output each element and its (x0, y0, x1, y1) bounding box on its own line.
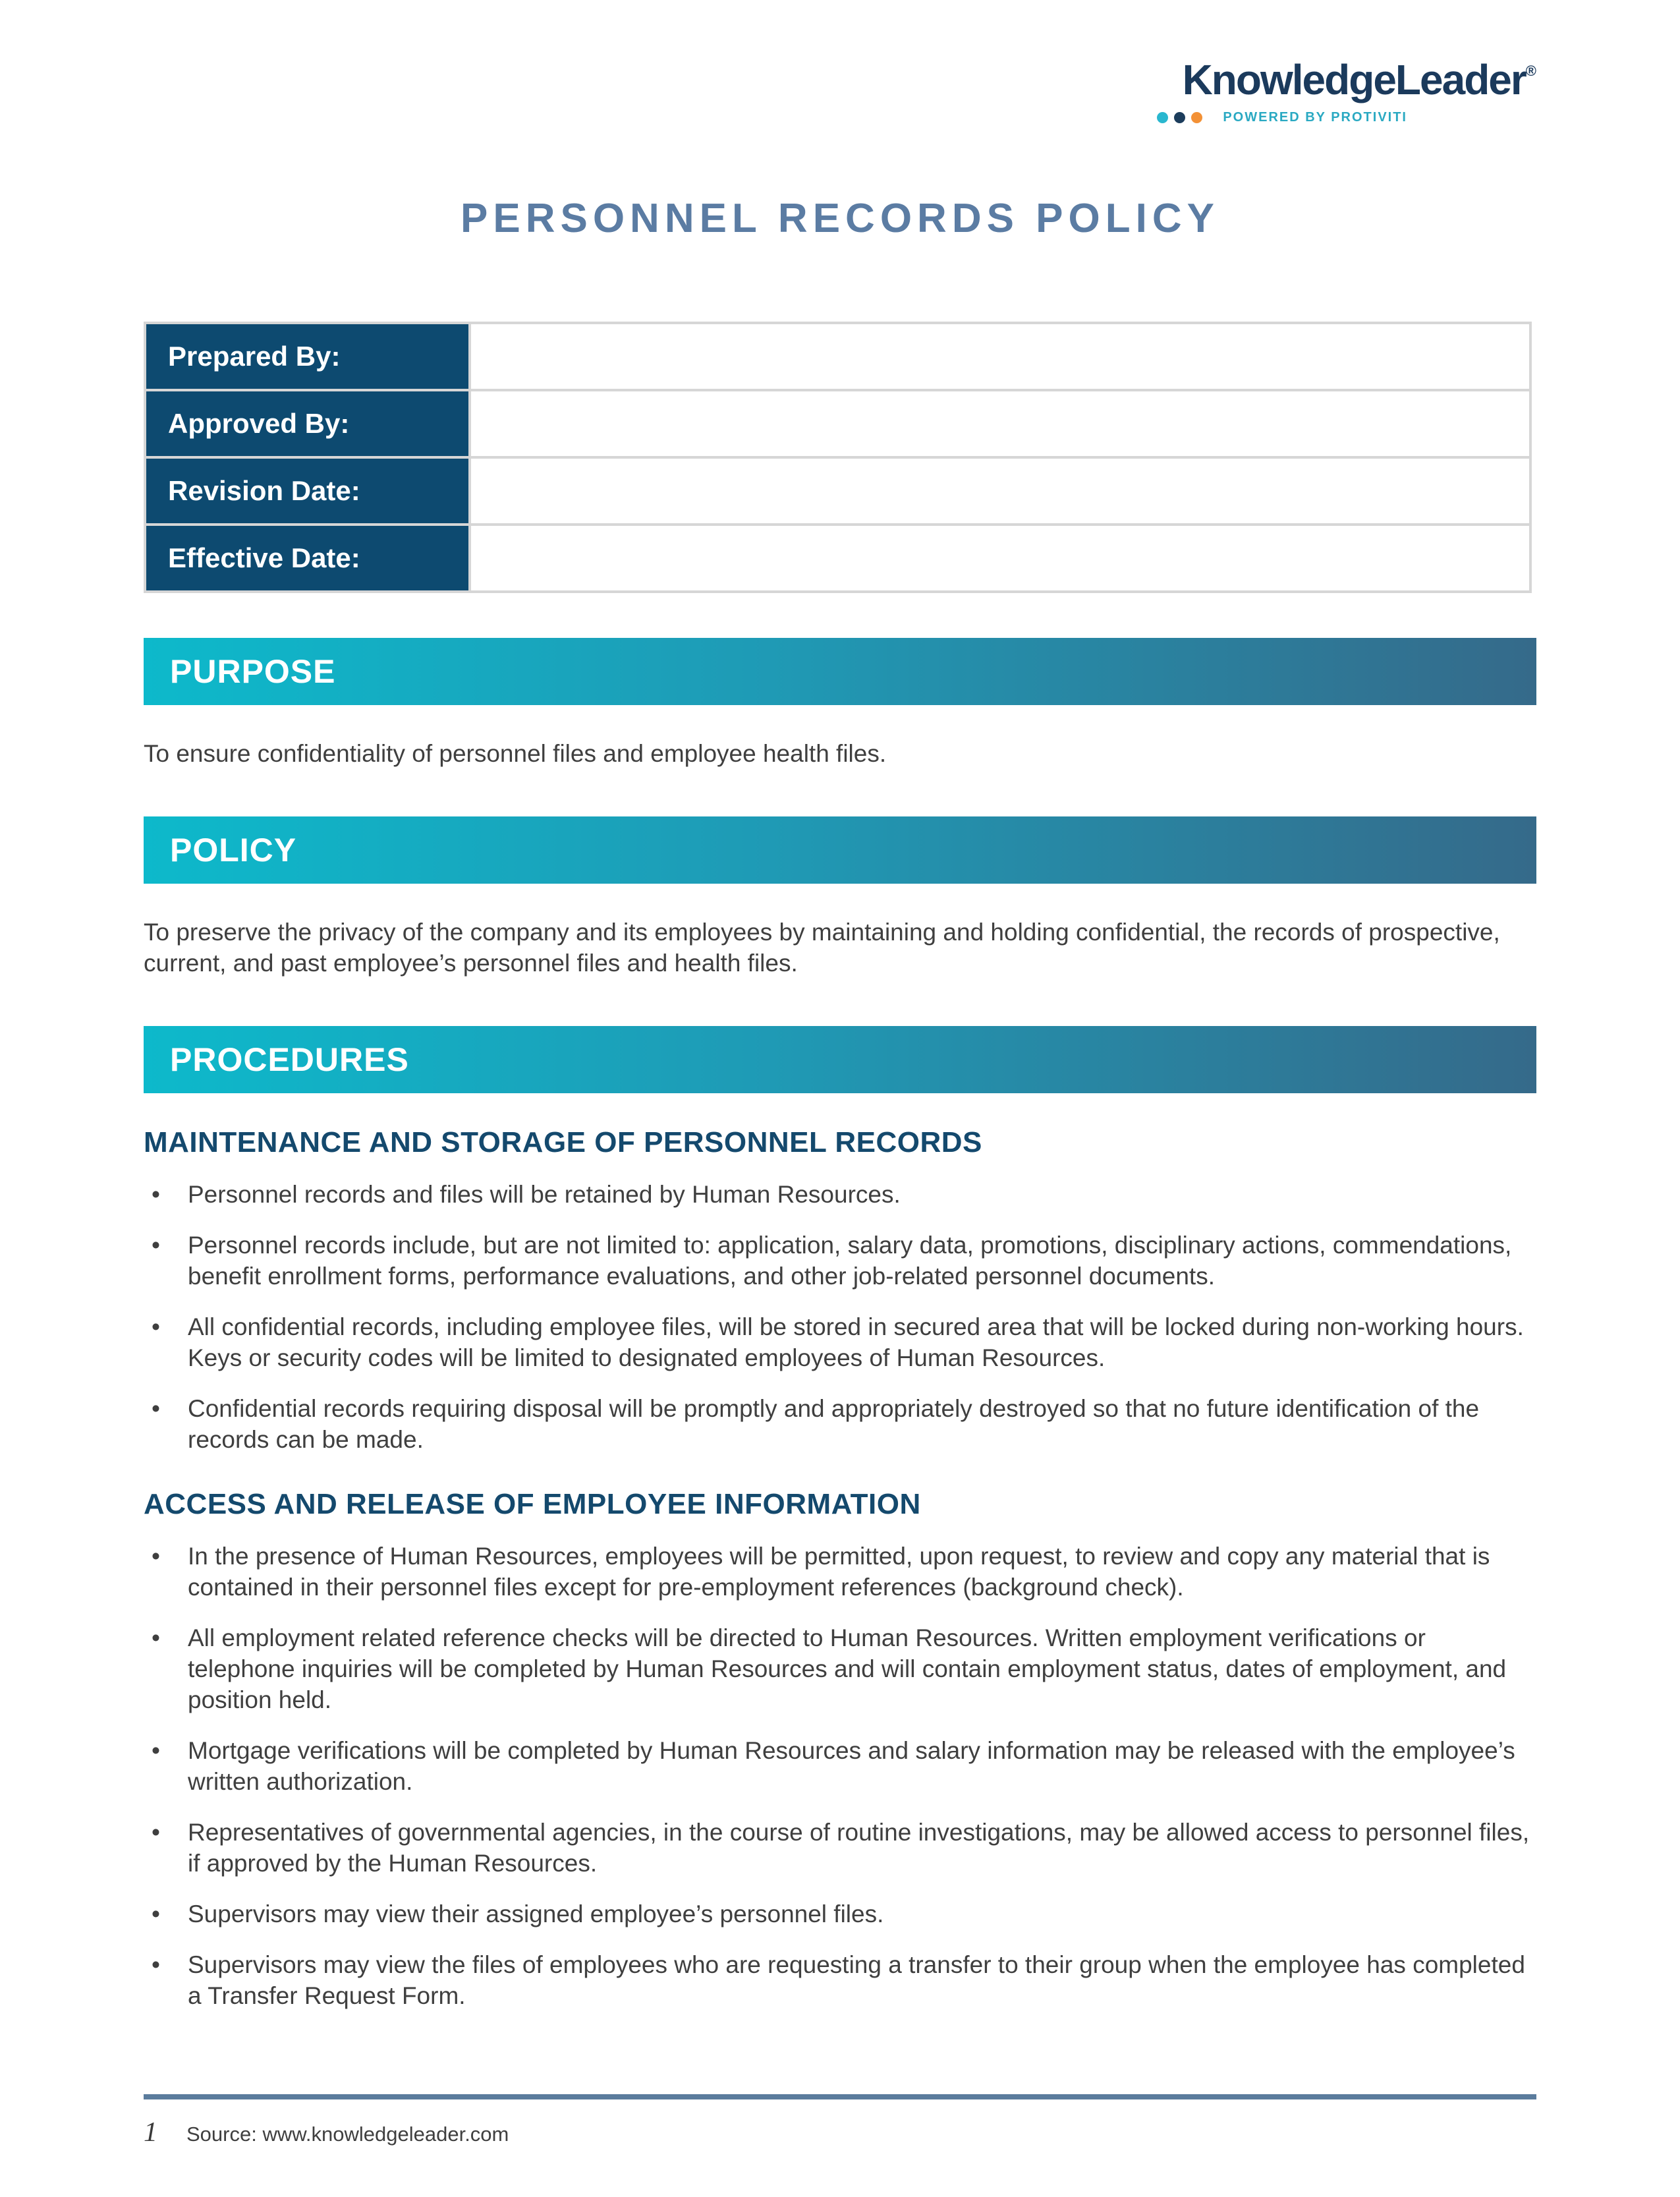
meta-value-approved-by (470, 390, 1530, 457)
page-title: PERSONNEL RECORDS POLICY (460, 196, 1219, 242)
section-heading-text: PROCEDURES (170, 1041, 409, 1079)
table-row (145, 390, 1530, 457)
list-item: • Supervisors may view their assigned employee’s personnel files. (144, 1898, 1536, 1929)
meta-table (144, 322, 1532, 593)
meta-label-approved-by: Approved By: (145, 390, 470, 457)
purpose-body: To ensure confidentiality of personnel files and employee health files. (144, 740, 887, 768)
footer-rule (144, 2094, 1536, 2099)
section-heading-text: POLICY (170, 832, 297, 869)
list-item: • Personnel records and files will be retained by Human Resources. (144, 1179, 1536, 1210)
access-bullet-list (144, 1541, 1536, 2011)
logo-tagline-row (1157, 110, 1407, 125)
table-row (145, 323, 1530, 390)
section-procedures (144, 1026, 1536, 2011)
subsection-heading-access: ACCESS AND RELEASE OF EMPLOYEE INFORMATION (144, 1488, 921, 1521)
table-row (145, 525, 1530, 592)
meta-value-prepared-by (470, 323, 1530, 390)
logo-tagline: POWERED BY PROTIVITI (1223, 110, 1407, 125)
maintenance-bullet-list (144, 1179, 1536, 1455)
logo-dot-orange-icon (1191, 112, 1202, 123)
logo-wordmark-text: KnowledgeLeader (1182, 56, 1526, 103)
page-footer (144, 2094, 1536, 2148)
source-text: Source: www.knowledgeleader.com (186, 2123, 509, 2146)
logo-wordmark (1183, 58, 1536, 102)
registered-mark: ® (1525, 63, 1536, 79)
page-number: 1 (144, 2117, 157, 2148)
section-purpose (144, 638, 1536, 769)
meta-label-effective-date: Effective Date: (145, 525, 470, 592)
meta-label-revision-date: Revision Date: (145, 457, 470, 525)
section-policy (144, 816, 1536, 979)
section-header-procedures (144, 1026, 1536, 1093)
table-row (145, 457, 1530, 525)
knowledgeleader-logo (144, 58, 1536, 125)
footer-line (144, 2117, 1536, 2148)
meta-value-effective-date (470, 525, 1530, 592)
logo-dot-navy-icon (1174, 112, 1185, 123)
section-header-purpose (144, 638, 1536, 705)
list-item: • In the presence of Human Resources, employees will be permitted, upon request, to review and copy any material that is contained in their personnel files except for pre-employment references (background check). (144, 1541, 1536, 1603)
list-item: • Confidential records requiring disposal will be promptly and appropriately destroyed so that no future identification of the records can be made. (144, 1393, 1536, 1455)
list-item: • Personnel records include, but are not limited to: application, salary data, promotions, disciplinary actions, commendations, benefit enrollment forms, performance evaluations, and other job-related personnel documents. (144, 1230, 1536, 1292)
subsection-heading-maintenance: MAINTENANCE AND STORAGE OF PERSONNEL RECORDS (144, 1126, 982, 1159)
list-item: • All employment related reference checks will be directed to Human Resources. Written employment verifications or telephone inquiries will be completed by Human Resources and will contain employment status, dates of employment, and position held. (144, 1622, 1536, 1715)
list-item: • Mortgage verifications will be completed by Human Resources and salary information may be released with the employee’s written authorization. (144, 1735, 1536, 1797)
meta-value-revision-date (470, 457, 1530, 525)
list-item: • Supervisors may view the files of employees who are requesting a transfer to their group when the employee has completed a Transfer Request Form. (144, 1949, 1536, 2011)
section-heading-text: PURPOSE (170, 653, 336, 691)
meta-label-prepared-by: Prepared By: (145, 323, 470, 390)
policy-body: To preserve the privacy of the company and its employees by maintaining and holding confidential, the records of prospective, current, and past employee’s personnel files and health files. (144, 919, 1500, 977)
list-item: • All confidential records, including employee files, will be stored in secured area that will be locked during non-working hours. Keys or security codes will be limited to designated employees of Human Resources. (144, 1311, 1536, 1373)
logo-dot-cyan-icon (1157, 112, 1168, 123)
section-header-policy (144, 816, 1536, 884)
list-item: • Representatives of governmental agencies, in the course of routine investigations, may be allowed access to personnel files, if approved by the Human Resources. (144, 1817, 1536, 1879)
